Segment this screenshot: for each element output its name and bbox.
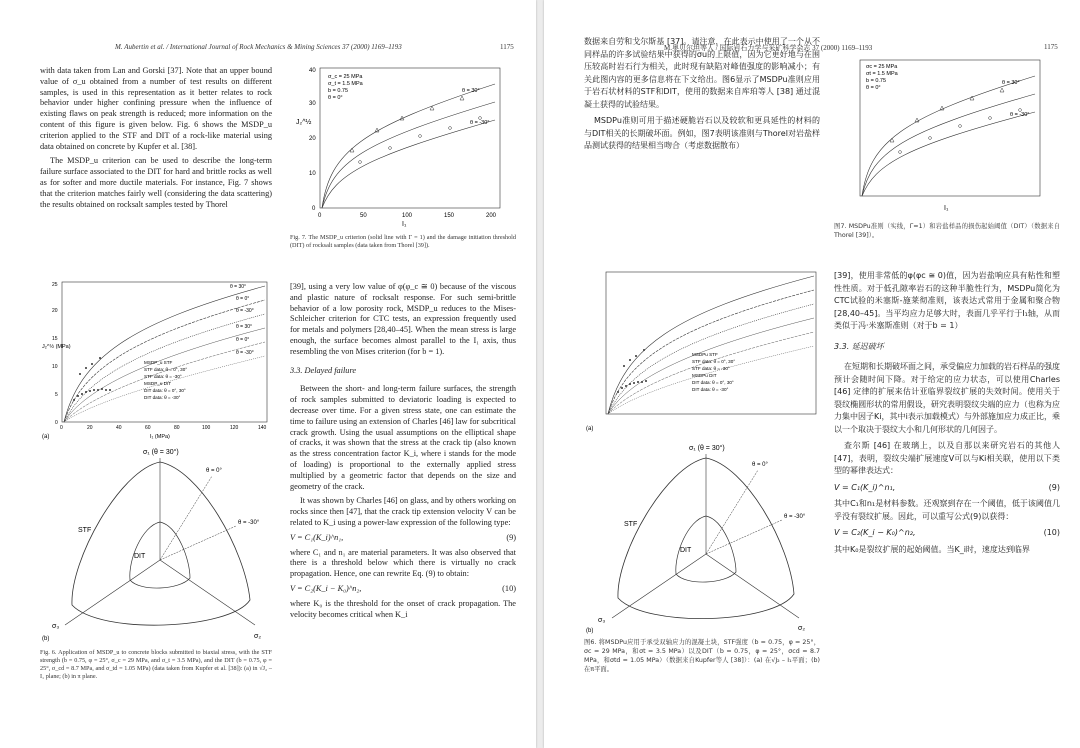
panel-label: (a) xyxy=(42,434,50,440)
legend-entry: σ_t = 1.5 MPa xyxy=(328,81,363,87)
theta-m30-line xyxy=(706,520,782,554)
axis-s3 xyxy=(612,554,706,618)
page-number: 1175 xyxy=(500,43,514,51)
legend-entry: θ = 0° xyxy=(866,85,881,91)
paragraph: 其中K₀是裂纹扩展的起始阈值。当K_i时，速度达到临界 xyxy=(834,544,1030,554)
s2-label: σ₂ xyxy=(254,633,262,640)
curve-theta-m30 xyxy=(862,112,1035,196)
x-tick: 20 xyxy=(87,425,93,431)
x-tick: 50 xyxy=(360,213,367,219)
y-ticks xyxy=(309,68,316,212)
paragraph: 其中C₁和n₁是材料参数。还观察到存在一个阈值，低于该阈值几乎没有裂纹扩展。因此，可以重写公式(9)以获得： xyxy=(834,499,1060,521)
legend-entry: STF data: θ = -30° xyxy=(144,374,182,379)
y-axis-label: J₂^½ xyxy=(296,119,312,126)
theta-0-label: θ = 0° xyxy=(752,462,768,468)
axis-s2 xyxy=(706,554,799,618)
x-axis-label: I₁ (MPa) xyxy=(150,434,170,440)
y-tick: 20 xyxy=(52,308,58,314)
curve-theta-m30 xyxy=(322,120,495,208)
equation-number: (10) xyxy=(1043,528,1060,537)
figure-7 xyxy=(290,62,510,232)
equation-number: (10) xyxy=(502,583,516,593)
theta-0-label: θ = 0° xyxy=(206,468,222,474)
figure-7 xyxy=(840,56,1050,216)
y-tick: 25 xyxy=(52,282,58,288)
curve-theta-0 xyxy=(862,94,1035,196)
axis-s2 xyxy=(160,560,255,625)
legend-entry: STF data: θ = 0°, 30° xyxy=(692,359,736,364)
x-tick: 100 xyxy=(202,425,211,431)
dit-label: DIT xyxy=(680,547,692,554)
y-tick: 10 xyxy=(309,171,316,177)
legend-entry: b = 0.75 xyxy=(328,88,349,94)
y-tick: 0 xyxy=(55,420,58,426)
x-axis-label: I₁ xyxy=(944,205,949,212)
theta-0-line xyxy=(160,476,212,560)
legend-entry: θ = 0° xyxy=(328,95,343,101)
paragraph: where C₁ and n₁ are material parameters. It was also observed that there is a threshold below which there is virtually no crack propagation. Hence, one can rewrite Eq. (9) to obtain: xyxy=(290,547,516,579)
data-points xyxy=(617,349,647,393)
legend-entry: STF data: θ = -30° xyxy=(692,366,730,371)
figure-7-caption: Fig. 7. The MSDP_u criterion (solid line with Γ = 1) and the damage initiation threshold (DIT) of rocksalt samples (data taken from Thorel [39]). xyxy=(290,234,516,249)
equation-9 xyxy=(834,482,1060,495)
figure-6b xyxy=(584,436,824,636)
curve-label: θ = 30° xyxy=(462,88,480,94)
legend-entry: MSDPu DIT xyxy=(692,373,717,378)
legend-entry: DIT data: θ = -30° xyxy=(692,387,729,392)
paragraph: 在短期和长期破坏面之间，承受偏应力加载的岩石样品的强度预计会随时间下降。对于给定的应力状态，可以使用Charles [46] 定律的扩展来估计亚临界裂纹扩展的失效时间。使用关于裂纹椭圆形状的常用假设，研究表明裂纹尖端的应力（也称为应力集中因子Ki，其中i表示加载模式）与外部施加应力成正比，乘以一个取决于裂纹大小和几何形状的几何因子。 xyxy=(834,362,1060,434)
curve-label: θ = -30° xyxy=(470,120,490,126)
data-points xyxy=(73,357,111,401)
stf-curve-30 xyxy=(64,286,265,422)
left-page xyxy=(0,0,536,748)
equation-10 xyxy=(834,527,1060,540)
figure-6a xyxy=(40,278,275,440)
stf-curve-30 xyxy=(608,276,814,414)
y-tick: 10 xyxy=(52,364,58,370)
x-tick: 100 xyxy=(402,213,413,219)
s1-label: σ₁ (θ = 30°) xyxy=(143,449,179,456)
panel-label: (b) xyxy=(42,636,50,642)
legend-entry: DIT data: θ = -30° xyxy=(144,395,181,400)
fig6-legend xyxy=(692,352,735,392)
legend-entry: MSDP_u STF xyxy=(144,360,173,365)
x-tick: 140 xyxy=(258,425,267,431)
y-tick: 0 xyxy=(312,206,316,212)
x-tick: 40 xyxy=(116,425,122,431)
stf-label: STF xyxy=(624,521,638,528)
page-number: 1175 xyxy=(1044,43,1058,51)
section-heading: 3.3. Delayed failure xyxy=(290,365,357,375)
paragraph: MSDPu准则可用于描述硬脆岩石以及较软和更具延性的材料的与DIT相关的长期破坏面。例如，图7表明该准则与Thorel对岩盐样品测试获得的结果相当吻合（考虑数据散布） xyxy=(584,116,820,150)
curve-label: θ = 0° xyxy=(236,337,250,343)
equation-9 xyxy=(290,533,516,544)
equation: V = C₂(K_i − K₀)^n₂, xyxy=(290,583,362,593)
s3-label: σ₃ xyxy=(52,623,60,630)
equation: V = C₂(K_i − K₀)^n₂, xyxy=(834,528,916,537)
stf-label: STF xyxy=(78,527,92,534)
column-1-text xyxy=(40,66,272,214)
equation: V = C₁(K_i)^n₁, xyxy=(290,532,344,542)
x-tick: 0 xyxy=(318,213,322,219)
s1-label: σ₁ (θ = 30°) xyxy=(689,445,725,452)
section-heading: 3.3. 延迟破坏 xyxy=(834,341,884,351)
legend-entry: DIT data: θ = 0°, 30° xyxy=(692,380,734,385)
legend-entry: b = 0.75 xyxy=(866,78,887,84)
legend-entry: MSDPu STF xyxy=(692,352,718,357)
running-header: M.奥贝尔坦等人 / 国际岩石力学与采矿科学杂志 37 (2000) 1169–1193 xyxy=(664,44,873,52)
y-tick: 5 xyxy=(55,392,58,398)
running-header: M. Aubertin et al. / International Journal of Rock Mechanics & Mining Sciences 37 (2000) 1169–1193 xyxy=(115,43,402,51)
x-tick: 120 xyxy=(230,425,239,431)
x-ticks xyxy=(60,425,267,431)
column-2-text xyxy=(834,270,1060,560)
x-tick: 80 xyxy=(174,425,180,431)
x-tick: 60 xyxy=(145,425,151,431)
curve-label: θ = -30° xyxy=(236,350,254,356)
theta-m30-line xyxy=(160,526,236,560)
legend-entry: MSDP_u DIT xyxy=(144,381,172,386)
figure-6-caption: 图6. 将MSDPu应用于承受双轴应力的混凝土块，STF强度（b = 0.75，φ = 25°，σc = 29 MPa，和σt = 3.5 MPa）以及DIT（b = 0.75，φ = 25°，σcd = 8.7 MPa，和σtd = 1.05 MPa）（数据来自Kupfer等人 [38]）：(a) 在√J₂ – I₁平面；(b) 在π平面。 xyxy=(584,639,820,673)
paragraph: [39]，使用非常低的φ(φc ≅ 0)值，因为岩盐响应具有粘性和塑性性质。对于低孔隙率岩石的这种半脆性行为，MSDPu简化为CTC试验的米塞斯-施莱彻准则，该表达式常用于金属和聚合物[28,40–45]。当平均应力足够大时，表面几乎平行于I₁轴，从而类似于冯·米塞斯准则（对于b = 1） xyxy=(834,271,1060,330)
equation-number: (9) xyxy=(1048,482,1060,492)
fig7-legend xyxy=(328,74,364,101)
plot-frame xyxy=(606,272,816,414)
axis-s3 xyxy=(65,560,160,625)
curve-label: θ = 30° xyxy=(1002,80,1020,86)
panel-label: (b) xyxy=(586,628,594,634)
legend-entry: STF data: θ = 0°, 30° xyxy=(144,367,188,372)
legend-entry: DIT data: θ = 0°, 30° xyxy=(144,388,186,393)
curve-label: θ = -30° xyxy=(236,308,254,314)
fig7-legend xyxy=(866,64,899,91)
theta-0-line xyxy=(706,470,758,554)
panel-label: (a) xyxy=(586,426,594,432)
x-tick: 0 xyxy=(60,425,63,431)
curve-label: θ = 0° xyxy=(236,296,250,302)
x-tick: 200 xyxy=(486,213,497,219)
paragraph: 查尔斯 [46] 在玻璃上，以及自那以来研究岩石的其他人 [47]，表明，裂纹尖端扩展速度V可以与Ki相关联，使用以下类型的幂律表达式： xyxy=(834,441,1060,475)
s3-label: σ₃ xyxy=(598,617,606,624)
paragraph: [39], using a very low value of φ(φ_c ≅ 0) because of the viscous and plastic nature of rocksalt response. For such semi-brittle behavior of a low porosity rock, MSDP_u reduces to the Mises-Schleicher criterion for CTC tests, an expression frequently used for metals and polymers [28,40–45]. When the mean stress is large enough, the surface becomes almost parallel to the I₁ axis, thus resembling the von Mises criterion (for b = 1). xyxy=(290,282,516,356)
paragraph: with data taken from Lan and Gorski [37]. Note that an upper bound value of σ_u obtained from a number of test results on different samples, is used in this representation as it better relates to rock behavior under higher confining pressure when the influence of existing flaws on peak strength is reduced; more information on the content of this figure is given below. Fig. 6 shows the MSDP_u criterion applied to the STF and DIT of a rock-like material using data obtained on concrete by Kupfer et al. [38]. xyxy=(40,66,272,151)
paragraph: 数据来自劳和戈尔斯基 [37]。请注意，在此表示中使用了一个从不同样品的许多试验结果中获得的σu的上限值，因为它更好地与在围压较高时岩石行为相关，此时现有缺陷对峰值强度的影响减小；有关此图内容的更多信息将在下文给出。图6显示了MSDPu准则应用于岩石状材料的STF和DIT，使用的数据来自库珀等人 [38] 通过混凝土获得的试验结果。 xyxy=(584,37,820,109)
y-tick: 30 xyxy=(309,101,316,107)
curve-label: θ = 30° xyxy=(236,324,253,330)
x-ticks xyxy=(318,213,497,219)
theta-m30-label: θ = -30° xyxy=(238,520,260,526)
figure-6-caption: Fig. 6. Application of MSDP_u to concrete blocks submitted to biaxial stress, with the STF strength (b = 0.75, φ = 25°, σ_c = 29 MPa, and σ_t = 3.5 MPa), and the DIT (b = 0.75, φ = 25°, σ_cd = 8.7 MPa, and σ_td = 1.05 MPa) (data taken from Kupfer et al. [38]): (a) in √J₂ – I₁ plane; (b) in π plane. xyxy=(40,649,272,680)
s2-label: σ₂ xyxy=(798,625,806,632)
y-tick: 40 xyxy=(309,68,316,74)
paragraph: It was shown by Charles [46] on glass, and by others working on rocks since then [47], that the crack tip extension velocity V can be related to K_i using a power-law expression of the following type: xyxy=(290,496,516,527)
figure-6a xyxy=(584,268,824,433)
equation-number: (9) xyxy=(506,532,516,542)
paragraph: where K₀ is the threshold for the onset of crack propagation. The velocity becomes critical when K_i xyxy=(290,598,516,619)
y-ticks xyxy=(52,282,58,426)
data-points xyxy=(890,88,1021,153)
curve-label: θ = -30° xyxy=(1010,112,1030,118)
y-tick: 20 xyxy=(309,136,316,142)
stf-curve xyxy=(72,462,250,625)
figure-7-caption: 图7. MSDPu准则（实线，Γ=1）和岩盐样品的损伤起始阈值（DIT）（数据来自Thorel [39]）。 xyxy=(834,223,1060,239)
curve-label: θ = 30° xyxy=(230,284,247,290)
legend-entry: σc = 25 MPa xyxy=(866,64,898,70)
column-2-text xyxy=(290,282,516,624)
figure-6b xyxy=(40,440,275,645)
equation-10 xyxy=(290,584,516,595)
x-tick: 150 xyxy=(444,213,455,219)
paragraph: The MSDP_u criterion can be used to describe the long-term failure surface associated to the DIT for hard and brittle rocks as well as for softer and more ductile materials. For instance, Fig. 7 shows that the criterion matches fairly well (considering the data scattering) the results obtained on rocksalt samples tested by Thorel xyxy=(40,156,272,209)
x-axis-label: I₁ xyxy=(402,221,407,228)
column-1-text xyxy=(584,36,820,157)
legend-entry: σt = 1.5 MPa xyxy=(866,71,898,77)
paragraph: Between the short- and long-term failure surfaces, the strength of rock samples submitted to deviatoric loading is expected to decrease over time. For a given stress state, one can estimate the time to failure using an extension of Charles [46] law for subcritical crack growth. Using the usual assumptions on the elliptical shape of cracks, it was shown that the stress at the crack tip (also known as the stress concentration factor K_i, where i stands for the mode of loading) is proportional to the externally applied stress multiplied by a geometric factor that depends on the size and geometry of the crack. xyxy=(290,384,516,491)
curve-theta-0 xyxy=(322,102,495,208)
legend-entry: σ_c = 25 MPa xyxy=(328,74,363,80)
curve-theta-30 xyxy=(862,76,1035,196)
dit-label: DIT xyxy=(134,553,146,560)
right-page xyxy=(544,0,1080,748)
y-tick: 15 xyxy=(52,336,58,342)
y-axis-label: J₂^½ (MPa) xyxy=(42,344,71,350)
equation: V = C₁(K_i)^n₁, xyxy=(834,482,896,492)
theta-m30-label: θ = -30° xyxy=(784,514,806,520)
curve-theta-30 xyxy=(322,84,495,208)
